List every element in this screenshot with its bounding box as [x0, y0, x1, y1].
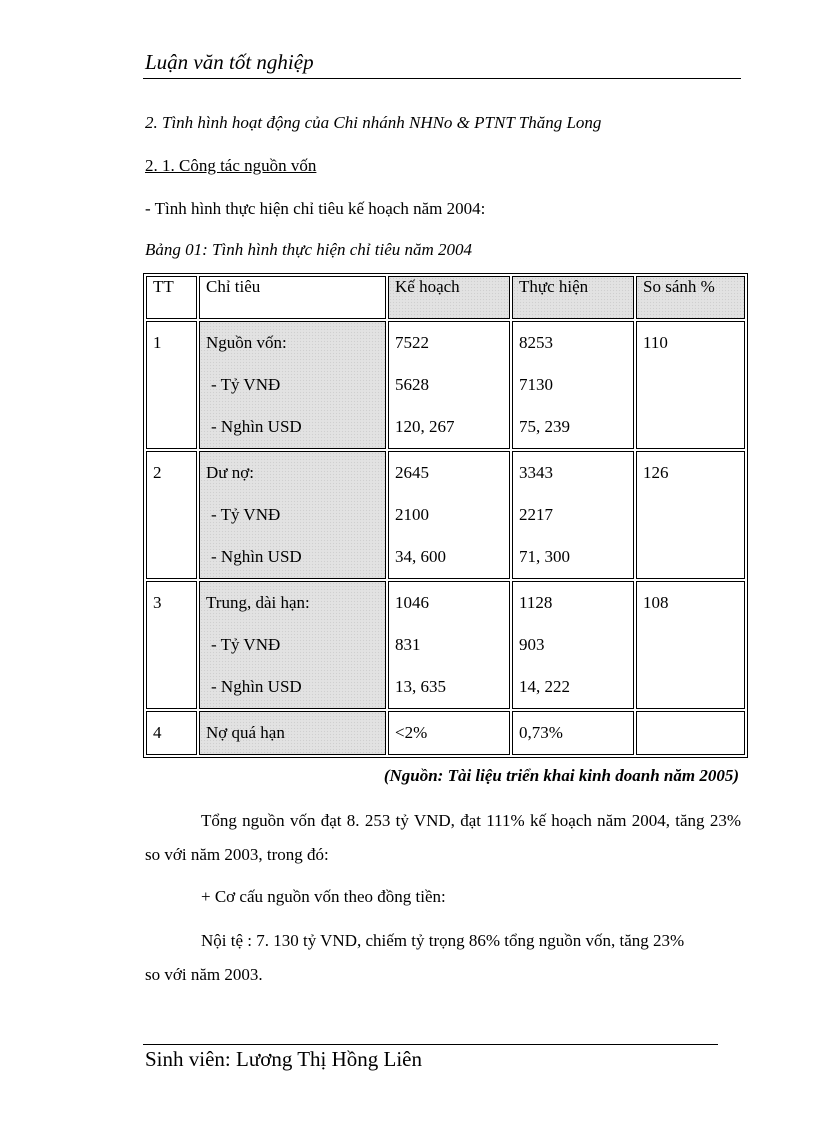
subsection-title: 2. 1. Công tác nguồn vốn: [145, 156, 317, 175]
footer-student-name: Sinh viên: Lương Thị Hồng Liên: [145, 1047, 422, 1071]
header-indicator: Chỉ tiêu: [199, 276, 386, 319]
table-row: [146, 711, 745, 755]
row-plan: <2%: [388, 711, 510, 755]
table-row: [146, 321, 745, 449]
table-header-row: [146, 276, 745, 319]
section-title: 2. Tình hình hoạt động của Chi nhánh NHNo & PTNT Thăng Long: [145, 113, 602, 132]
row-actual: 8253 7130 75, 239: [512, 321, 634, 449]
row-compare: [636, 711, 745, 755]
header-rule: [143, 78, 741, 79]
header-actual: Thực hiện: [512, 276, 634, 319]
row-indicator: Dư nợ: - Tỷ VNĐ - Nghìn USD: [199, 451, 386, 579]
row-indicator: Nợ quá hạn: [199, 711, 386, 755]
row-compare: 108: [636, 581, 745, 709]
paragraph-total-capital: Tổng nguồn vốn đạt 8. 253 tỷ VND, đạt 111% kế hoạch năm 2004, tăng 23% so với năm 2003, trong đó:: [145, 811, 741, 864]
row-compare: 126: [636, 451, 745, 579]
row-actual: 0,73%: [512, 711, 634, 755]
table-source-note: (Nguồn: Tài liệu triển khai kinh doanh năm 2005): [383, 766, 739, 785]
header-plan: Kế hoạch: [388, 276, 510, 319]
table-row: [146, 451, 745, 579]
domestic-currency-line-2: so với năm 2003.: [145, 965, 263, 984]
structure-line: + Cơ cấu nguồn vốn theo đồng tiền:: [201, 887, 446, 906]
intro-line: - Tình hình thực hiện chỉ tiêu kế hoạch năm 2004:: [145, 199, 486, 218]
row-tt: 4: [146, 711, 197, 755]
table-caption: Bảng 01: Tình hình thực hiện chỉ tiêu năm 2004: [145, 240, 473, 259]
row-actual: 1128 903 14, 222: [512, 581, 634, 709]
row-tt: 1: [146, 321, 197, 449]
row-tt: 2: [146, 451, 197, 579]
row-actual: 3343 2217 71, 300: [512, 451, 634, 579]
plan-table: [143, 273, 748, 758]
row-plan: 2645 2100 34, 600: [388, 451, 510, 579]
row-compare: 110: [636, 321, 745, 449]
header-tt: TT: [146, 276, 197, 319]
row-indicator: Nguồn vốn: - Tỷ VNĐ - Nghìn USD: [199, 321, 386, 449]
page-header-title: Luận văn tốt nghiệp: [145, 50, 314, 74]
row-tt: 3: [146, 581, 197, 709]
row-plan: 1046 831 13, 635: [388, 581, 510, 709]
footer-rule: [143, 1044, 718, 1045]
row-indicator: Trung, dài hạn: - Tỷ VNĐ - Nghìn USD: [199, 581, 386, 709]
header-compare: So sánh %: [636, 276, 745, 319]
row-plan: 7522 5628 120, 267: [388, 321, 510, 449]
domestic-currency-line: Nội tệ : 7. 130 tỷ VND, chiếm tỷ trọng 86% tổng nguồn vốn, tăng 23%: [201, 931, 685, 950]
table-row: [146, 581, 745, 709]
